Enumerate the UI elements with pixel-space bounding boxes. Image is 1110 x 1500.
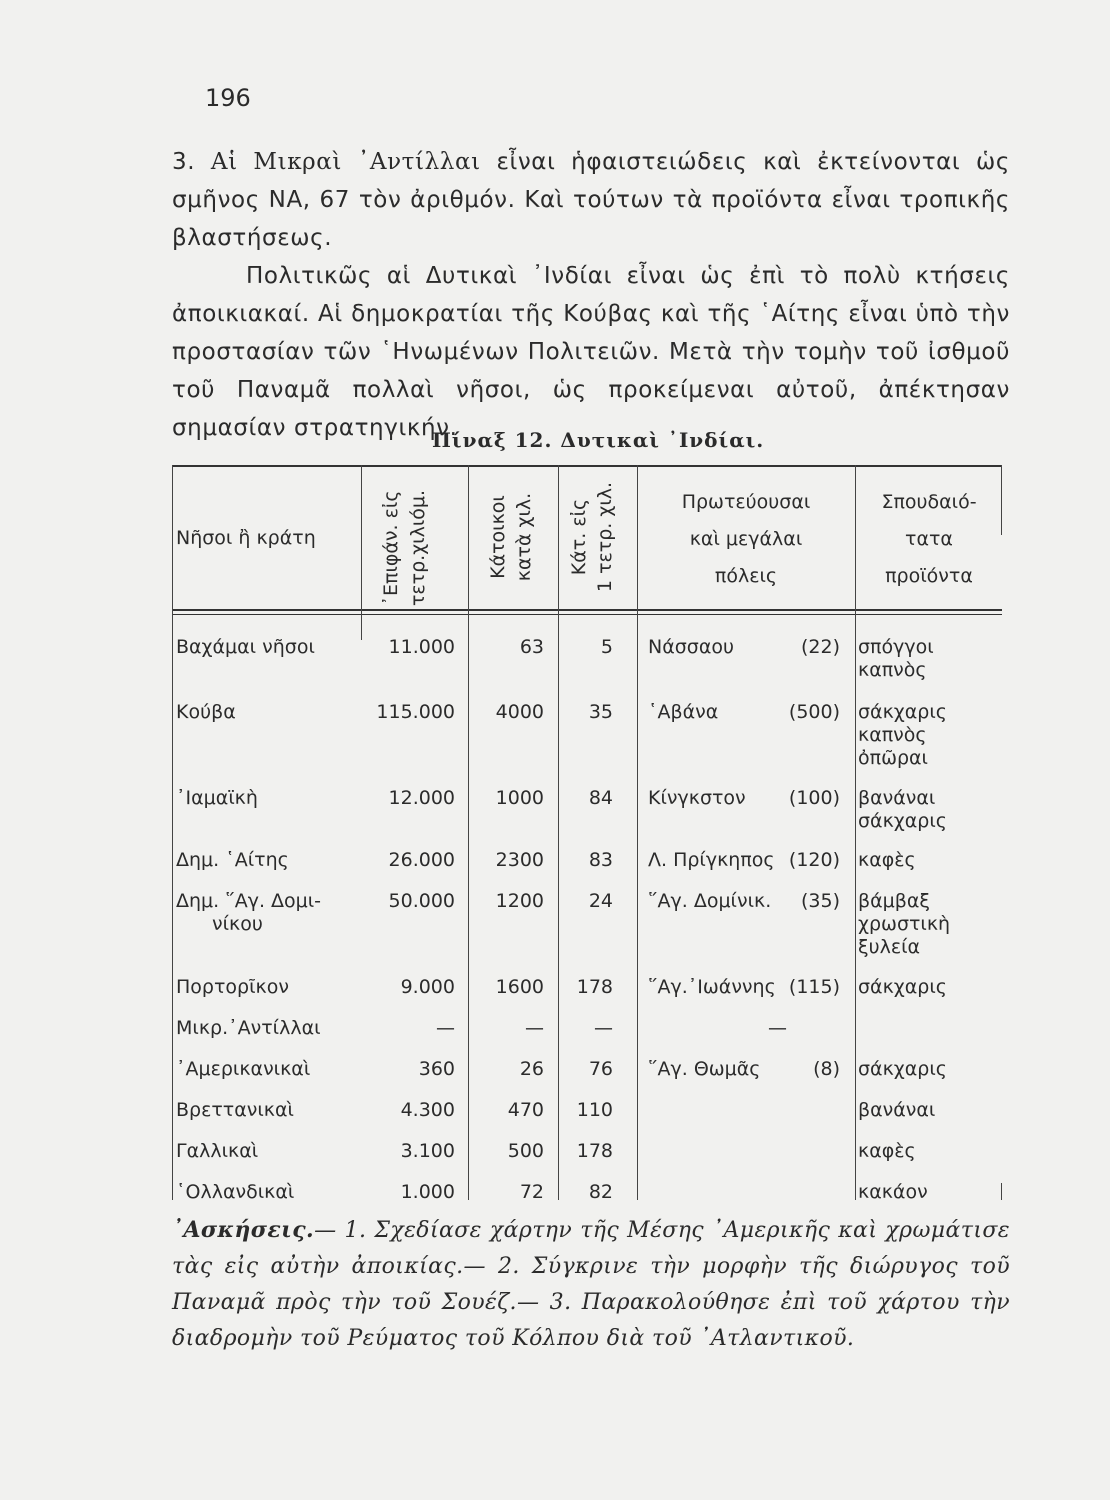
header-city-line2: καὶ μεγάλαι (689, 528, 803, 550)
cell-city: Κίνγκστον (100) (648, 787, 840, 809)
cell-city: ῞Αγ. Θωμᾶς (8) (648, 1058, 840, 1080)
col-rule (468, 465, 469, 1200)
intro-paragraph-2: Πολιτικῶς αἱ Δυτικαὶ ᾿Ινδίαι εἶναι ὡς ἐπὶ τὸ πολὺ κτήσεις ἀποικιακαί. Αἱ δημοκρατίαι τῆς Κούβας καὶ τῆς ῾Αίτης εἶναι ὑπὸ τὴν προστασίαν τῶν ῾Ηνωμένων Πολιτειῶν. Μετὰ τὴν τομὴν τοῦ ἰσθμοῦ τοῦ Παναμᾶ πολλαὶ νῆσοι, ὡς προκείμεναι αὐτοῦ, ἀπέκτησαν σημασίαν στρατηγικήν. (172, 263, 1010, 441)
cell-area: — (436, 1017, 455, 1039)
cell-population: 72 (519, 1181, 544, 1203)
header-dens-line2: 1 τετρ. χιλ. (594, 481, 616, 593)
cell-city: Λ. Πρίγκηπος (120) (648, 849, 840, 871)
cell-products: βανάναι σάκχαρις (858, 787, 947, 832)
header-dens-line1: Κάτ. εἰς (568, 498, 590, 576)
header-bottom-rule-2 (172, 614, 1002, 615)
cell-area: 115.000 (376, 701, 455, 723)
cell-area: 9.000 (400, 976, 455, 998)
header-pop-line2: κατὰ χιλ. (513, 492, 535, 582)
cell-products: σπόγγοι καπνὸς (858, 636, 934, 681)
cell-products: βανάναι (858, 1099, 936, 1121)
cell-density: — (594, 1017, 613, 1039)
cell-city: ῞Αγ. Δομίνικ. (35) (648, 890, 840, 912)
cell-density: 83 (588, 849, 613, 871)
cell-name: Γαλλικαὶ (176, 1140, 259, 1162)
cell-population: 1600 (495, 976, 544, 998)
cell-name: Μικρ.᾿Αντίλλαι (176, 1017, 321, 1039)
header-city-line1: Πρωτεύουσαι (681, 491, 811, 513)
cell-products: σάκχαρις καπνὸς ὀπῶραι (858, 701, 947, 769)
intro-text (172, 143, 1010, 447)
data-table (172, 465, 1002, 1203)
cell-name: ῾Ολλανδικαὶ (176, 1181, 295, 1203)
cell-products: σάκχαρις (858, 1058, 947, 1080)
cell-density: 178 (576, 1140, 613, 1162)
table-left-rule (172, 465, 173, 1200)
cell-density: 5 (600, 636, 613, 658)
cell-population: 470 (507, 1099, 544, 1121)
cell-population: 1000 (495, 787, 544, 809)
cell-area: 50.000 (388, 890, 455, 912)
cell-name: ᾿Ιαμαϊκὴ (176, 787, 258, 809)
cell-population: 63 (519, 636, 544, 658)
header-pop-line1: Κάτοικοι (487, 495, 509, 579)
cell-population: 4000 (495, 701, 544, 723)
cell-population: 500 (507, 1140, 544, 1162)
cell-density: 82 (588, 1181, 613, 1203)
cell-city: ῾Αβάνα (500) (648, 701, 840, 723)
cell-products: σάκχαρις (858, 976, 947, 998)
cell-name: Βαχάμαι νῆσοι (176, 636, 315, 658)
col-rule (558, 465, 559, 1200)
cell-name: Βρεττανικαὶ (176, 1099, 294, 1121)
cell-area: 1.000 (400, 1181, 455, 1203)
exercises-heading: ᾿Ασκήσεις. (172, 1217, 315, 1243)
cell-density: 76 (588, 1058, 613, 1080)
cell-name: Δημ. ῞Αγ. Δομι- νίκου (176, 890, 322, 935)
cell-area: 11.000 (388, 636, 455, 658)
cell-density: 110 (576, 1099, 613, 1121)
header-area: ᾿Επιφάν. εἰς τετρ.χιλιόμ. (380, 489, 429, 607)
intro-paragraph-1: 3. Αἱ Μικραὶ ᾿Αντίλλαι εἶναι ἡφαιστειώδεις καὶ ἐκτείνονται ὡς σμῆνος ΝΑ, 67 τὸν ἀριθμόν. Καὶ τούτων τὰ προϊόντα εἶναι τροπικῆς βλαστήσεως. (172, 149, 1010, 251)
table-right-rule (1001, 1183, 1002, 1200)
cell-products: καφὲς (858, 1140, 916, 1162)
cell-city: — (768, 1017, 787, 1039)
cell-area: 3.100 (400, 1140, 455, 1162)
header-products-line1: Σπουδαιό- (881, 491, 977, 513)
cell-products: κακάον (858, 1181, 928, 1203)
cell-name: Κούβα (176, 701, 236, 723)
cell-population: 26 (519, 1058, 544, 1080)
cell-city: ῞Αγ.᾿Ιωάννης (115) (648, 976, 840, 998)
cell-density: 35 (588, 701, 613, 723)
table-caption: Πίναξ 12. Δυτικαὶ ᾿Ινδίαι. (432, 428, 765, 452)
cell-population: — (525, 1017, 544, 1039)
header-city-line3: πόλεις (714, 565, 778, 587)
cell-density: 24 (588, 890, 613, 912)
cell-products: βάμβαξ χρωστικὴ ξυλεία (858, 890, 951, 958)
exercises (172, 1212, 1010, 1357)
cell-density: 84 (588, 787, 613, 809)
cell-name: Πορτορῖκον (176, 976, 289, 998)
header-products-line2: τατα (905, 528, 953, 550)
cell-population: 2300 (495, 849, 544, 871)
cell-area: 26.000 (388, 849, 455, 871)
cell-area: 12.000 (388, 787, 455, 809)
cell-products: καφὲς (858, 849, 916, 871)
exercises-text: — 1. Σχεδίασε χάρτην τῆς Μέσης ᾿Αμερικῆς καὶ χρωμάτισε τὰς εἰς αὐτὴν ἀποικίας.— 2. Σύγκρινε τὴν μορφὴν τῆς διώρυγος τοῦ Παναμᾶ πρὸς τὴν τοῦ Σουέζ.— 3. Παρακολούθησε ἐπὶ τοῦ χάρτου τὴν διαδρομὴν τοῦ Ρεύματος τοῦ Κόλπου διὰ τοῦ ᾿Ατλαντικοῦ. (172, 1218, 1010, 1351)
cell-area: 4.300 (400, 1099, 455, 1121)
header-products-line3: προϊόντα (885, 565, 973, 587)
cell-density: 178 (576, 976, 613, 998)
header-name: Νῆσοι ἢ κράτη (176, 527, 316, 549)
cell-name: Δημ. ῾Αίτης (176, 849, 289, 871)
cell-city: Νάσσαου (22) (648, 636, 840, 658)
cell-area: 360 (418, 1058, 455, 1080)
cell-population: 1200 (495, 890, 544, 912)
cell-name: ᾿Αμερικανικαὶ (176, 1058, 311, 1080)
page-number: 196 (205, 84, 251, 112)
